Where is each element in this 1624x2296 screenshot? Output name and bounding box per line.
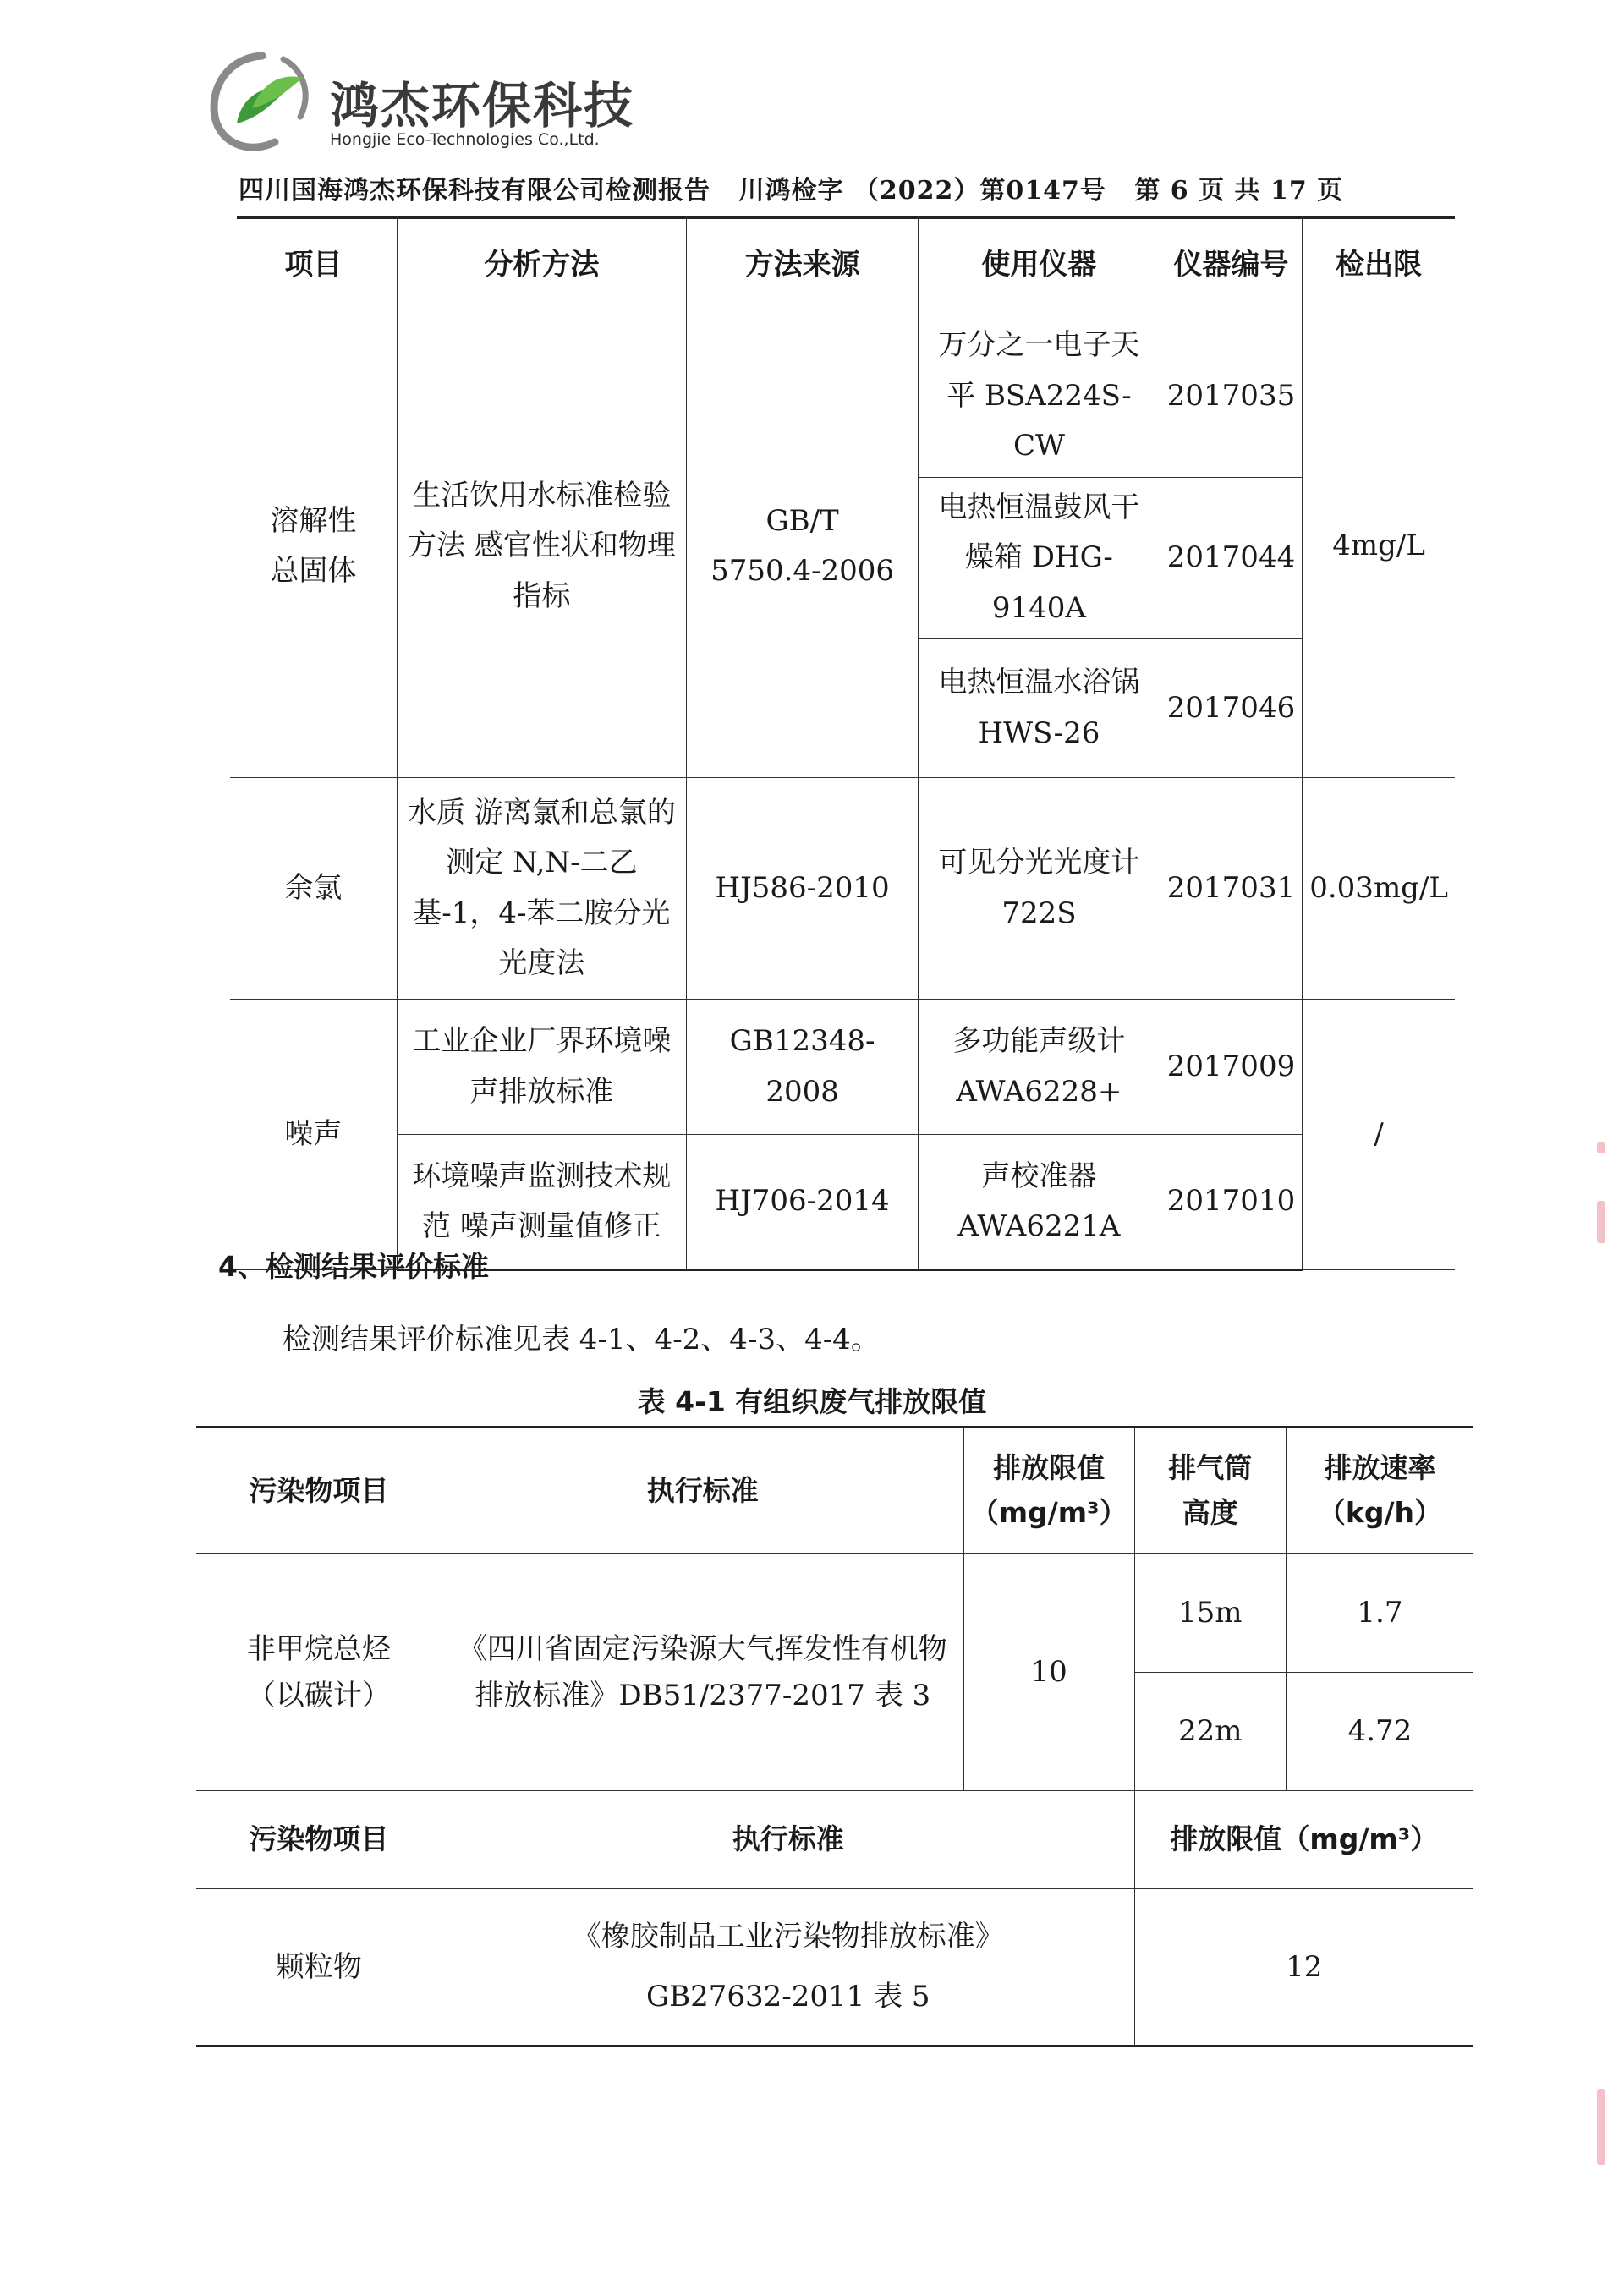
col-header-detection-limit: 检出限 <box>1303 216 1455 315</box>
instrument-id: 2017035 <box>1160 315 1302 478</box>
instrument-id: 2017031 <box>1160 778 1302 1000</box>
instrument-name: 电热恒温鼓风干燥箱 DHG-9140A <box>919 477 1160 639</box>
col-header-limit: 排放限值 （mg/m³） <box>963 1427 1134 1554</box>
table-row <box>230 1000 1455 1135</box>
item-noise: 噪声 <box>230 1000 397 1270</box>
item-tds: 溶解性 总固体 <box>230 315 397 778</box>
pollutant-pm: 颗粒物 <box>196 1889 442 2047</box>
source-noise: GB12348-2008 <box>687 1000 919 1135</box>
report-org: 四川国海鸿杰环保科技有限公司检测报告 <box>239 176 710 205</box>
report-number: 川鸿检字 （2022）第0147号 <box>738 176 1106 205</box>
instrument-id: 2017010 <box>1160 1135 1302 1270</box>
emission-rate: 4.72 <box>1286 1673 1473 1791</box>
instrument-name: 多功能声级计 AWA6228+ <box>919 1000 1160 1135</box>
section-body: 检测结果评价标准见表 4-1、4-2、4-3、4-4。 <box>283 1323 880 1356</box>
instrument-name: 可见分光光度计 722S <box>919 778 1160 1000</box>
item-chlorine: 余氯 <box>230 778 397 1000</box>
table-header-row <box>196 1791 1473 1889</box>
pollutant-nmhc: 非甲烷总烃 （以碳计） <box>196 1554 442 1791</box>
limit-noise: / <box>1303 1000 1455 1270</box>
stamp-mark <box>1597 1201 1605 1243</box>
table-header-row <box>230 216 1455 315</box>
stamp-mark <box>1597 2089 1605 2165</box>
standard-nmhc: 《四川省固定污染源大气挥发性有机物排放标准》DB51/2377-2017 表 3 <box>442 1554 963 1791</box>
table-row <box>196 1889 1473 2047</box>
method-tds: 生活饮用水标准检验方法 感官性状和物理指标 <box>397 315 686 778</box>
standard-pm: 《橡胶制品工业污染物排放标准》 GB27632-2011 表 5 <box>442 1889 1134 2047</box>
table-header-row <box>196 1427 1473 1554</box>
limit-chlorine: 0.03mg/L <box>1303 778 1455 1000</box>
col-header-standard: 执行标准 <box>442 1791 1134 1889</box>
table-row <box>196 1554 1473 1673</box>
company-name-en: Hongjie Eco-Technologies Co.,Ltd. <box>330 130 600 149</box>
limit-pm: 12 <box>1134 1889 1473 2047</box>
col-header-pollutant: 污染物项目 <box>196 1791 442 1889</box>
instrument-id: 2017046 <box>1160 639 1302 778</box>
method-noise: 工业企业厂界环境噪声排放标准 <box>397 1000 686 1135</box>
col-header-pollutant: 污染物项目 <box>196 1427 442 1554</box>
leaf-swirl-icon <box>203 49 330 159</box>
col-header-rate: 排放速率 （kg/h） <box>1286 1427 1473 1554</box>
method-chlorine: 水质 游离氯和总氯的测定 N,N-二乙基-1，4-苯二胺分光光度法 <box>397 778 686 1000</box>
stack-height: 22m <box>1134 1673 1286 1791</box>
company-logo <box>203 49 643 159</box>
col-header-instrument-id: 仪器编号 <box>1160 216 1302 315</box>
report-header <box>239 169 1457 206</box>
emission-rate: 1.7 <box>1286 1554 1473 1673</box>
instrument-name: 电热恒温水浴锅 HWS-26 <box>919 639 1160 778</box>
company-name-cn: 鸿杰环保科技 <box>330 77 635 134</box>
stack-height: 15m <box>1134 1554 1286 1673</box>
source-noise: HJ706-2014 <box>687 1135 919 1270</box>
instrument-id: 2017009 <box>1160 1000 1302 1135</box>
instrument-name: 声校准器 AWA6221A <box>919 1135 1160 1270</box>
instrument-name: 万分之一电子天平 BSA224S-CW <box>919 315 1160 478</box>
limit-nmhc: 10 <box>963 1554 1134 1791</box>
source-chlorine: HJ586-2010 <box>687 778 919 1000</box>
table-row <box>230 315 1455 478</box>
col-header-instrument: 使用仪器 <box>919 216 1160 315</box>
col-header-standard: 执行标准 <box>442 1427 963 1554</box>
methods-table <box>230 216 1455 1271</box>
stamp-mark <box>1597 1142 1605 1153</box>
instrument-id: 2017044 <box>1160 477 1302 639</box>
section-title: 4、检测结果评价标准 <box>218 1250 489 1283</box>
method-noise: 环境噪声监测技术规范 噪声测量值修正 <box>397 1135 686 1270</box>
col-header-source: 方法来源 <box>687 216 919 315</box>
table-caption: 表 4-1 有组织废气排放限值 <box>637 1385 987 1418</box>
col-header-method: 分析方法 <box>397 216 686 315</box>
col-header-item: 项目 <box>230 216 397 315</box>
table-row <box>230 778 1455 1000</box>
col-header-limit: 排放限值（mg/m³） <box>1134 1791 1473 1889</box>
limit-tds: 4mg/L <box>1303 315 1455 778</box>
source-tds: GB/T 5750.4-2006 <box>687 315 919 778</box>
col-header-stack-height: 排气筒 高度 <box>1134 1427 1286 1554</box>
page-info: 第 6 页 共 17 页 <box>1134 176 1344 205</box>
emission-limits-table <box>196 1426 1473 2047</box>
